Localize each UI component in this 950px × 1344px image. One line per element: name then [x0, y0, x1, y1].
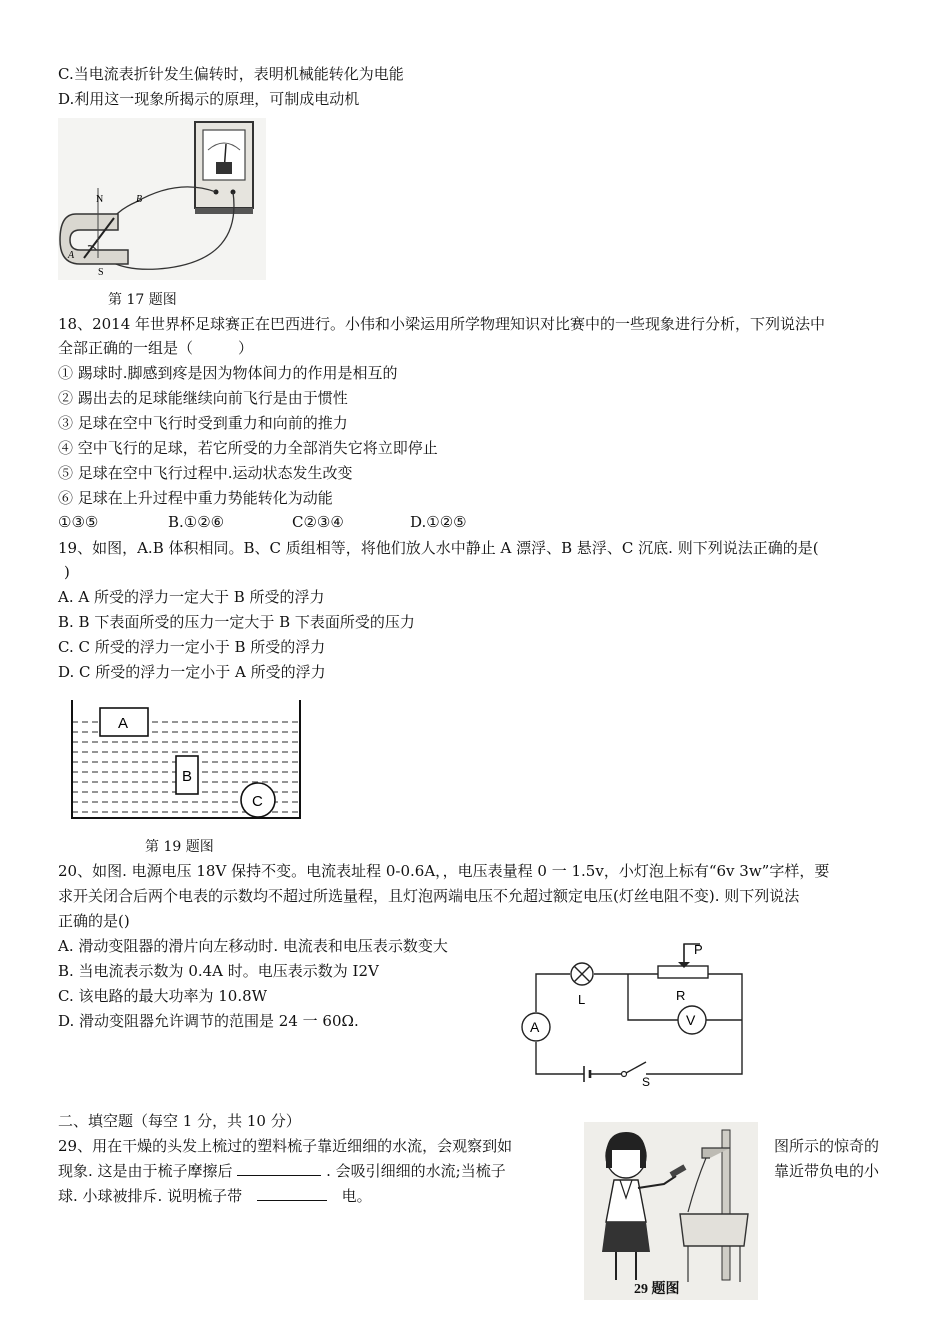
q19-stem-line1: 19、如图，A.B 体积相同。B、C 质组相等，将他们放人水中静止 A 漂浮、B 悬浮、C 沉底. 则下列说法正确的是( — [58, 539, 819, 557]
girl-shirt — [606, 1180, 646, 1222]
q19-stem-line2: ) — [64, 563, 70, 581]
q18-choice-d: D.①②⑤ — [410, 513, 467, 531]
q18-choice-a: ①③⑤ — [58, 513, 99, 531]
q18-stem-line2: 全部正确的一组是（ ） — [58, 339, 254, 357]
label-c: C — [252, 793, 263, 810]
q29-line1-left: 29、用在干燥的头发上梳过的塑料梳子靠近细细的水流，会观察到如 — [58, 1137, 513, 1155]
q18-item-2: ② 踢出去的足球能继续向前飞行是由于惯性 — [58, 389, 348, 407]
switch-pivot — [622, 1072, 627, 1077]
section2-heading: 二、填空题（每空 1 分，共 10 分） — [58, 1112, 301, 1130]
q29-line1-right: 图所示的惊奇的 — [774, 1137, 880, 1155]
comb — [670, 1164, 687, 1177]
q18-choice-b: B.①②⑥ — [168, 513, 225, 531]
q17-figure — [58, 118, 266, 280]
water-stream — [688, 1158, 706, 1212]
q18-item-6: ⑥ 足球在上升过程中重力势能转化为动能 — [58, 489, 333, 507]
q17-option-d: D.利用这一现象所揭示的原理，可制成电动机 — [58, 90, 360, 108]
label-p: P — [694, 942, 703, 957]
q17-caption: 第 17 题图 — [108, 292, 177, 308]
pipe — [722, 1130, 730, 1280]
q19-option-d: D. C 所受的浮力一定小于 A 所受的浮力 — [58, 663, 326, 681]
q29-line3 — [58, 1186, 372, 1206]
q19-diagram — [66, 698, 306, 822]
q20-option-d: D. 滑动变阻器允许调节的范围是 24 一 60Ω. — [58, 1012, 359, 1030]
label-s: S — [642, 1075, 651, 1088]
circuit-wires — [536, 944, 742, 1074]
q29-blank-2[interactable] — [257, 1186, 327, 1201]
q29-line3-text-b: 电。 — [341, 1187, 372, 1205]
q29-caption: 29 题图 — [634, 1282, 680, 1297]
q19-figure — [66, 698, 306, 822]
q19-option-c: C. C 所受的浮力一定小于 B 所受的浮力 — [58, 638, 326, 656]
q29-line2-right: 靠近带负电的小 — [774, 1162, 880, 1180]
q29-line3-text-a: 球. 小球被排斥. 说明梳子带 — [58, 1187, 243, 1205]
q18-choice-c: C②③④ — [292, 513, 344, 531]
q29-illustration — [584, 1122, 758, 1300]
ammeter-core — [216, 162, 232, 174]
q17-diagram — [58, 118, 266, 280]
q29-figure — [584, 1122, 758, 1300]
q20-stem-line1: 20、如图. 电源电压 18V 保持不变。电流表址程 0-0.6A，，电压表量程 0 一 1.5v，小灯泡上标有“6v 3w”字样，要 — [58, 862, 830, 880]
girl-skirt — [602, 1222, 650, 1252]
q19-option-a: A. A 所受的浮力一定大于 B 所受的浮力 — [58, 588, 325, 606]
q20-stem-line3: 正确的是() — [58, 912, 130, 930]
q20-circuit — [512, 936, 752, 1088]
girl-arm — [638, 1176, 676, 1188]
q17-option-c: C.当电流表折针发生偏转时，表明机械能转化为电能 — [58, 65, 404, 83]
label-l: L — [578, 992, 586, 1007]
ammeter-base — [195, 208, 253, 214]
label-r: R — [676, 988, 686, 1003]
basin — [680, 1214, 748, 1246]
q18-item-3: ③ 足球在空中飞行时受到重力和向前的推力 — [58, 414, 348, 432]
label-b: B — [182, 768, 193, 785]
switch-s — [626, 1062, 646, 1073]
q20-stem-line2: 求开关闭合后两个电表的示数均不超过所选量程，且灯泡两端电压不允超过额定电压(灯丝电阻不变). 则下列说法 — [58, 887, 800, 905]
q29-line2-text-a: 现象. 这是由于梳子摩擦后 — [58, 1162, 233, 1180]
q29-line2-text-b: . 会吸引细细的水流;当梳子 — [326, 1162, 506, 1180]
label-a: A — [68, 250, 75, 261]
label-b: B — [136, 194, 143, 205]
label-a: A — [530, 1019, 540, 1035]
rheostat-r — [658, 966, 708, 978]
label-n: N — [96, 194, 104, 205]
q19-option-b: B. B 下表面所受的压力一定大于 B 下表面所受的压力 — [58, 613, 415, 631]
q19-caption: 第 19 题图 — [145, 839, 214, 855]
q18-item-1: ① 踢球时.脚感到疼是因为物体间力的作用是相互的 — [58, 364, 398, 382]
q20-option-a: A. 滑动变阻器的滑片向左移动时. 电流表和电压表示数变大 — [58, 937, 448, 955]
q18-item-5: ⑤ 足球在空中飞行过程中.运动状态发生改变 — [58, 464, 353, 482]
label-s: S — [98, 267, 104, 278]
q29-line2-left — [58, 1161, 506, 1181]
label-a: A — [118, 715, 129, 732]
label-v: V — [686, 1012, 696, 1028]
q18-stem-line1: 18、2014 年世界杯足球赛正在巴西进行。小伟和小梁运用所学物理知识对比赛中的一些现象进行分析，下列说法中 — [58, 315, 826, 333]
q29-blank-1[interactable] — [237, 1161, 321, 1176]
q18-item-4: ④ 空中飞行的足球，若它所受的力全部消失它将立即停止 — [58, 439, 438, 457]
q20-option-c: C. 该电路的最大功率为 10.8W — [58, 987, 268, 1005]
q20-circuit-diagram — [512, 936, 752, 1088]
q20-option-b: B. 当电流表示数为 0.4A 时。电压表示数为 I2V — [58, 962, 379, 980]
